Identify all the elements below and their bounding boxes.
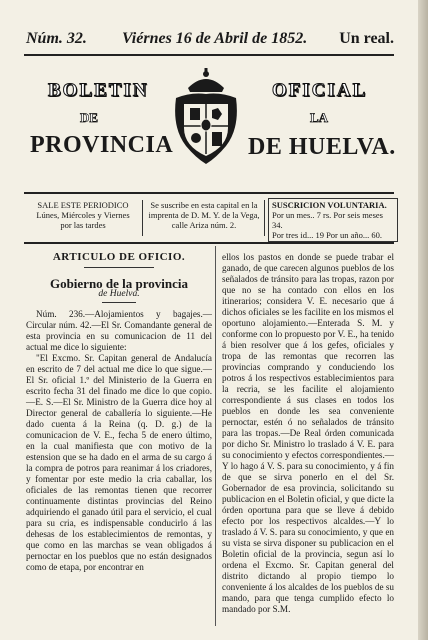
masthead [24,62,394,190]
masthead-la: LA [310,110,329,125]
section-rule [84,267,154,268]
royal-crest-icon [166,68,246,168]
article-subheading: de Huelva. [98,289,140,299]
issue-number: Núm. 32. [26,30,87,47]
masthead-de: DE [80,110,99,125]
publication-info-box [24,192,394,244]
article-paragraph: "El Excmo. Sr. Capitan general de Andalucía en escrito de 7 del actual me dice lo que sigue.—El Sr. oficial 1.º del Ministerio de la Guerra en escrito fecha 31 del finado me dice lo que copio.—E. S.—El Sr. Ministro de la Guerra dice hoy al Director general de caballería lo siguiente.—He dado cuenta á la Reina (q. D. g.) de la comunicacion de V. E., fecha 5 de enero último, en la cual manifiesta que con motivo de la estension que se ha dado en el arma de su cargo á la compra de potros para reanimar á los criadores, y fomentar por este medio la cria caballar, los oficiales de las remontas tienen que recorrer continuamente distintas provincias del Reino adquiriendo el ganado útil para el servicio, el cual para su cria, es indispensable conducirlo á las dehesas de los establecimientos de remontas, y que como en las marchas se vean obligados á pernoctar en los pueblos que no están designados como de etapa, por encontrar en [26,353,212,572]
issue-date: Viérnes 16 de Abril de 1852. [122,30,308,47]
issue-header [26,30,394,56]
page-spine-shadow [418,0,428,640]
masthead-title-huelva: DE HUELVA. [248,134,396,160]
masthead-word-boletin: BOLETIN [48,80,149,101]
section-title: ARTICULO DE OFICIO. [52,251,186,263]
column-divider [215,246,216,626]
periodicity-info: SALE ESTE PERIODICO Lúnes, Miércoles y Viernes por las tardes [36,200,130,230]
article-column-left [26,246,212,573]
masthead-title-provincia: PROVINCIA [30,132,174,158]
header-rule [24,54,394,56]
issue-price: Un real. [339,30,394,47]
info-divider [142,200,143,236]
article-paragraph: Núm. 236.—Alojamientos y bagajes.—Circular núm. 42.—El Sr. Comandante general de esta provincia en su comunicacion de 11 del actual me dice lo siguiente: [26,309,212,352]
info-divider [264,200,265,236]
article-heading: Gobierno de la provincia [49,276,189,291]
article-paragraph: ellos los pastos en donde se puede trabar el ganado, de que carecen algunos pueblos de los señalados de tránsito para las tropas, razon por que no se ha contado con ellos en los itinerarios; considera V. E. necesario que á dichos oficiales se les facilite en los mismos el oportuno alojamiento.—Enterada S. M. y conforme con lo propuesto por V. E., ha tenido á bien resolver que á los gefes, oficiales y tropa de las remontas que recorren las provincias comprando y conduciendo los potros á los respectivos establecimientos para la recria, se les facilite el alojamiento correspondiente á sus clases en todos los pueblos en donde les sea conveniente pernoctar, estén ó no señalados de tránsito para las tropas.—De Real órden comunicada por dicho Sr. Ministro lo traslado á V. E. para su conocimiento y efectos correspondientes.—Y lo hago á V. S. para su conocimiento, y á fin de que se sirva ponerlo en el del Sr. Gobernador de esa provincia, solicitando su publicacion en el Boletin oficial, y que dicte la órden oportuna para que se lleve á debido efecto por los respectivos alcaldes.—Y lo traslado á V. S. para su conocimiento, y que en su vista se sirva disponer su publicacion en el Boletin oficial de la provincia, segun así lo ordena el Excmo. Sr. Capitan general del distrito dictando al propio tiempo lo conveniente á los alcaldes de los pueblos de su mando, para que tenga cumplido efecto lo mandado por S.M. [222,252,394,614]
article-column-right [222,252,394,615]
subscription-terms-box: SUSCRICION VOLUNTARIA. Por un mes.. 7 rs. Por seis meses 34. Por tres id... 19 Por un año... 60. [268,198,398,242]
heading-rule [102,302,136,303]
masthead-word-oficial: OFICIAL [272,80,368,101]
subscription-place-info: Se suscribe en esta capital en la imprenta de D. M. Y. de la Vega, calle Ariza núm. 2. [148,200,260,230]
